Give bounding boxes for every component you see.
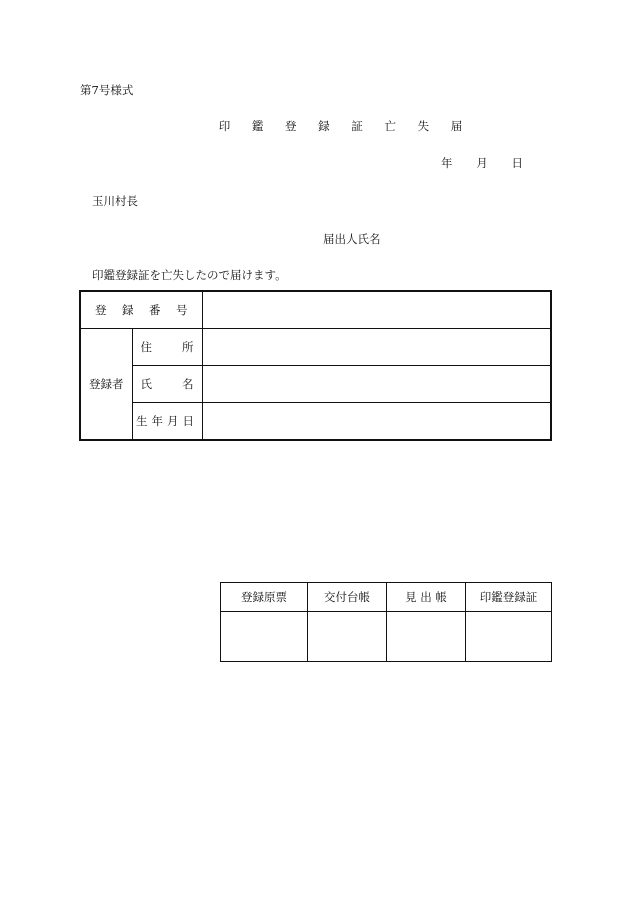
registration-number-label: 登 録 番 号 (80, 291, 202, 329)
office-cell-registration-record[interactable] (221, 612, 308, 662)
notifier-name-label: 届出人氏名 (323, 232, 381, 246)
registrant-label: 登録者 (80, 329, 132, 441)
address-field[interactable] (202, 329, 551, 366)
table-row (80, 403, 551, 441)
registration-table (79, 290, 552, 441)
office-cell-issuance-ledger[interactable] (308, 612, 387, 662)
office-header-registration-record: 登録原票 (221, 583, 308, 612)
table-row (80, 329, 551, 366)
registration-number-field[interactable] (202, 291, 551, 329)
name-field[interactable] (202, 366, 551, 403)
addressee: 玉川村長 (92, 194, 138, 208)
birthdate-field[interactable] (202, 403, 551, 441)
office-header-seal-card: 印鑑登録証 (466, 583, 552, 612)
document-title: 印 鑑 登 録 証 亡 失 届 (218, 119, 472, 133)
table-row (80, 366, 551, 403)
address-label: 住 所 (132, 329, 202, 366)
date-line (441, 155, 523, 171)
date-year-label: 年 (441, 156, 453, 170)
table-row (80, 291, 551, 329)
statement-text: 印鑑登録証を亡失したので届けます。 (92, 268, 287, 282)
date-day-label: 日 (511, 156, 523, 170)
name-label: 氏 名 (132, 366, 202, 403)
office-cell-seal-card[interactable] (466, 612, 552, 662)
form-number: 第7号様式 (80, 83, 134, 97)
table-row (221, 612, 552, 662)
office-cell-index-ledger[interactable] (387, 612, 466, 662)
office-header-index-ledger: 見 出 帳 (387, 583, 466, 612)
date-month-label: 月 (476, 156, 488, 170)
table-row (221, 583, 552, 612)
office-header-issuance-ledger: 交付台帳 (308, 583, 387, 612)
office-use-table (220, 582, 552, 662)
birthdate-label: 生年月日 (132, 403, 202, 441)
